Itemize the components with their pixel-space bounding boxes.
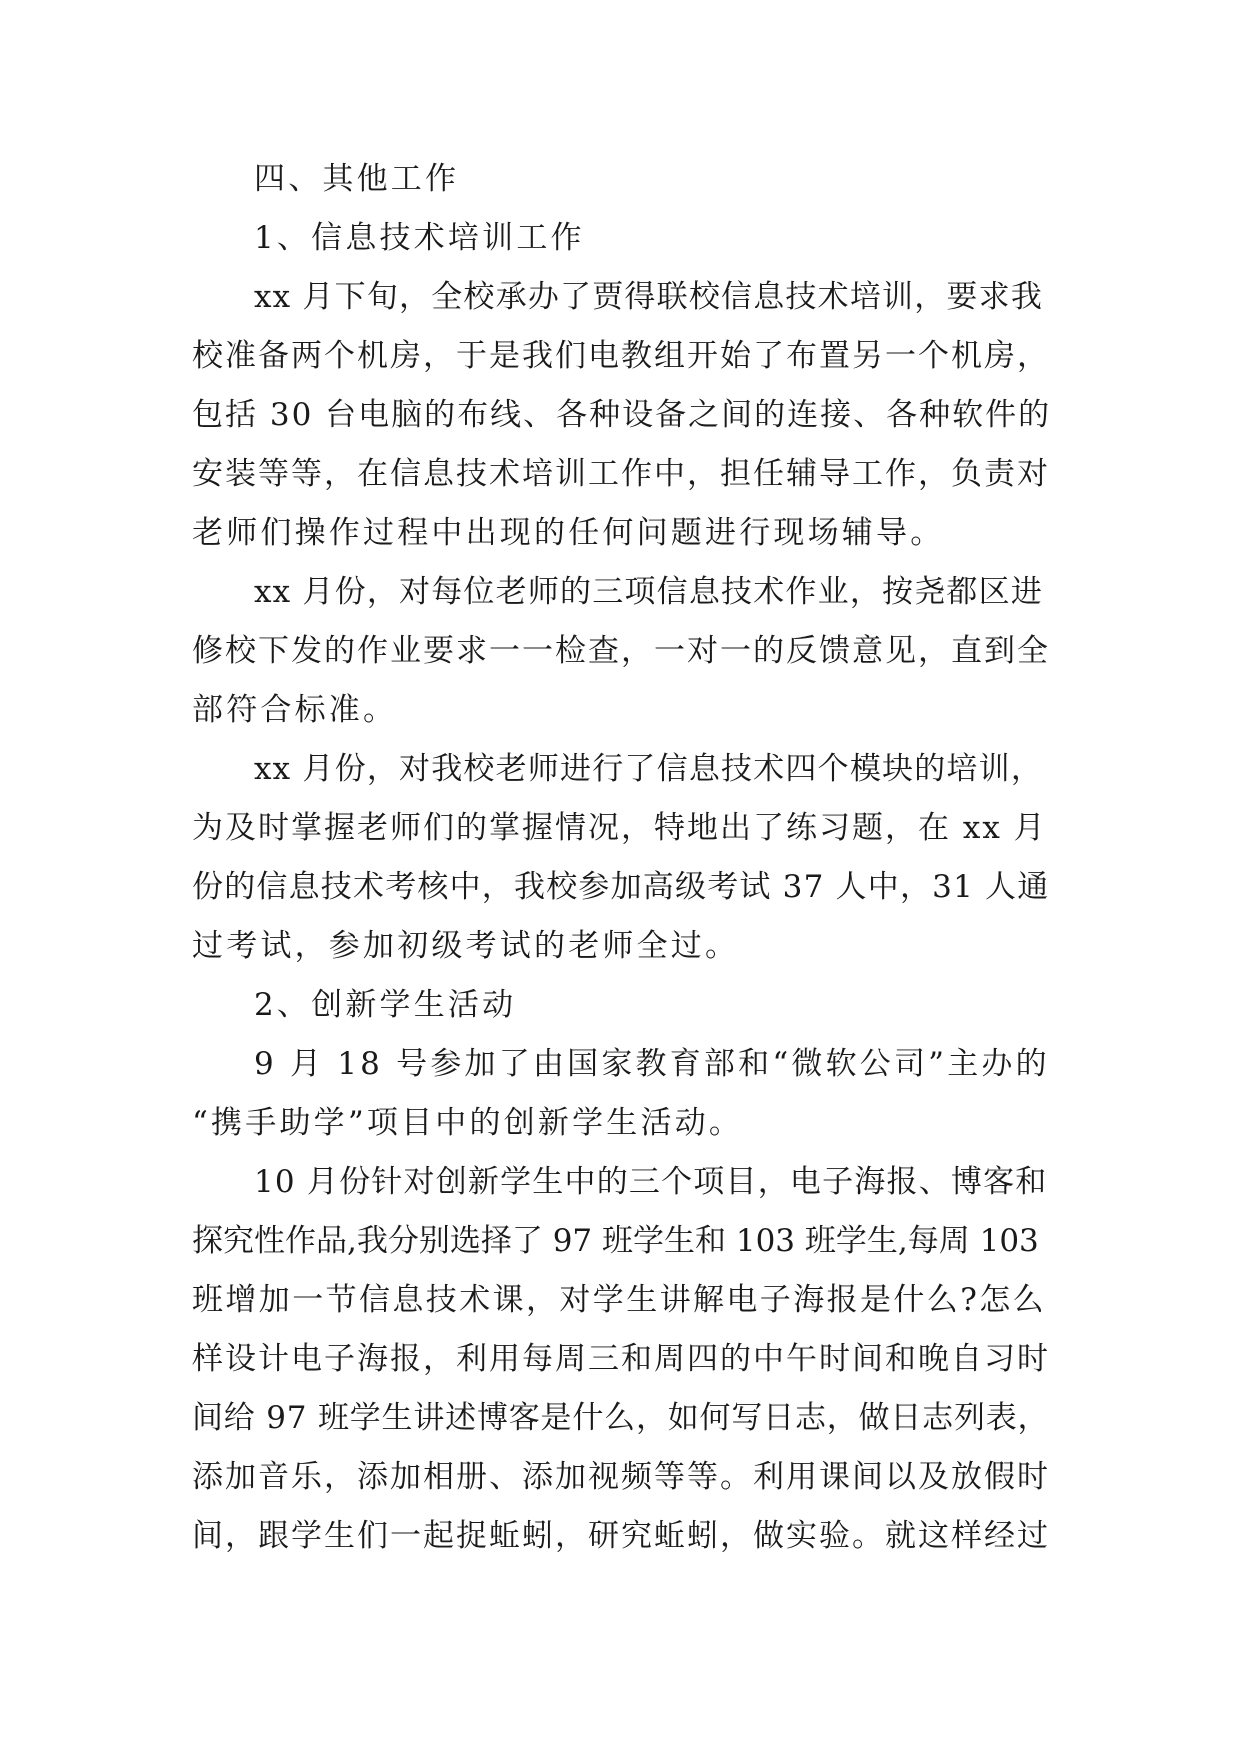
text-line: 部符合标准。 bbox=[192, 692, 398, 728]
text-line: 间，跟学生们一起捉蚯蚓，研究蚯蚓，做实验。就这样经过 bbox=[192, 1518, 1050, 1554]
text-line: 班增加一节信息技术课，对学生讲解电子海报是什么?怎么 bbox=[192, 1282, 1047, 1318]
text-line: 2、创新学生活动 bbox=[254, 987, 517, 1023]
text-line: 校准备两个机房，于是我们电教组开始了布置另一个机房， bbox=[192, 338, 1050, 374]
text-line: xx 月下旬，全校承办了贾得联校信息技术培训，要求我 bbox=[254, 279, 1044, 315]
text-line: 为及时掌握老师们的掌握情况，特地出了练习题，在 xx 月 bbox=[192, 810, 1047, 846]
text-line: 样设计电子海报，利用每周三和周四的中午时间和晚自习时 bbox=[192, 1341, 1050, 1377]
text-line: 份的信息技术考核中，我校参加高级考试 37 人中，31 人通 bbox=[192, 869, 1050, 905]
text-line: 9 月 18 号参加了由国家教育部和“微软公司”主办的 bbox=[254, 1046, 1050, 1082]
text-line: 间给 97 班学生讲述博客是什么，如何写日志，做日志列表， bbox=[192, 1400, 1050, 1436]
text-line: 四、其他工作 bbox=[254, 161, 460, 197]
text-line: 老师们操作过程中出现的任何问题进行现场辅导。 bbox=[192, 515, 945, 551]
text-line: 1、信息技术培训工作 bbox=[254, 220, 585, 256]
text-line: 修校下发的作业要求一一检查，一对一的反馈意见，直到全 bbox=[192, 633, 1050, 669]
text-line: xx 月份，对我校老师进行了信息技术四个模块的培训， bbox=[254, 751, 1044, 787]
text-line: 包括 30 台电脑的布线、各种设备之间的连接、各种软件的 bbox=[192, 397, 1052, 433]
text-line: 安装等等，在信息技术培训工作中，担任辅导工作，负责对 bbox=[192, 456, 1050, 492]
text-line: 过考试，参加初级考试的老师全过。 bbox=[192, 928, 740, 964]
text-line: 10 月份针对创新学生中的三个项目，电子海报、博客和 bbox=[254, 1164, 1048, 1200]
text-line: 探究性作品,我分别选择了 97 班学生和 103 班学生,每周 103 bbox=[192, 1223, 1039, 1259]
text-line: “携手助学”项目中的创新学生活动。 bbox=[192, 1105, 744, 1141]
document-body bbox=[192, 150, 1052, 1566]
text-line: xx 月份，对每位老师的三项信息技术作业，按尧都区进 bbox=[254, 574, 1044, 610]
text-line: 添加音乐，添加相册、添加视频等等。利用课间以及放假时 bbox=[192, 1459, 1050, 1495]
